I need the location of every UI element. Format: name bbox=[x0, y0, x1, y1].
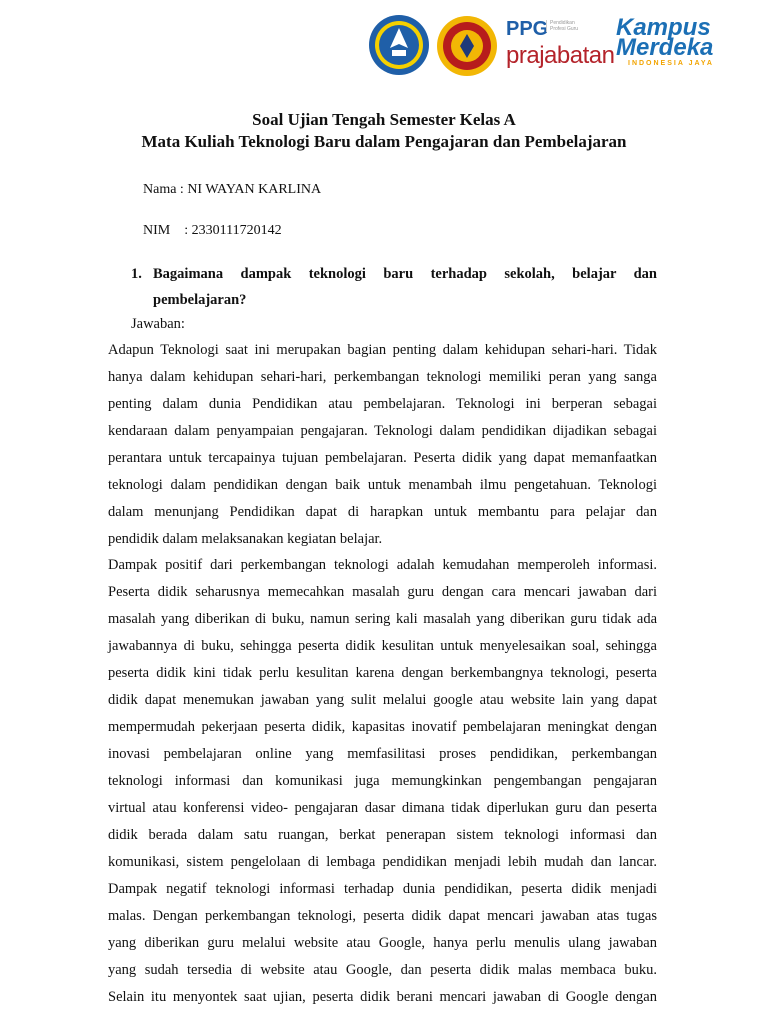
answer-line: dalam menunjang Pendidikan dapat di harapkan untuk membantu para pelajar dan bbox=[108, 504, 657, 520]
answer-line: yang sudah tersedia di website atau Google, dan peserta didik malas membaca buku. bbox=[108, 962, 657, 978]
kampus-text: Kampus bbox=[616, 14, 711, 41]
answer-line: didik dapat menemukan jawaban yang sulit melalui google atau website lain yang dapat bbox=[108, 692, 657, 708]
answer-line: masalah yang diberikan di buku, namun sering kali masalah yang diberikan guru tidak ada bbox=[108, 611, 657, 627]
question-number: 1. bbox=[131, 266, 142, 282]
exam-title: Soal Ujian Tengah Semester Kelas A bbox=[252, 110, 516, 129]
answer-line: jawabannya di buku, sehingga peserta didik kesulitan untuk menyelesaikan soal, sehingga bbox=[108, 638, 657, 654]
student-nim: NIM : 2330111720142 bbox=[143, 223, 282, 238]
question-text-line: Bagaimana dampak teknologi baru terhadap sekolah, belajar dan bbox=[153, 266, 657, 282]
answer-line: mempermudah pekerjaan peserta didik, kapasitas inovatif pembelajaran meningkat dengan bbox=[108, 719, 657, 735]
answer-line: Selain itu menyontek saat ujian, peserta didik berani mencari jawaban di Google dengan bbox=[108, 989, 657, 1005]
answer-line: inovasi pembelajaran online yang memfasilitasi proses pendidikan, perkembangan bbox=[108, 746, 657, 762]
ppg-small-text: Pendidikan Profesi Guru bbox=[546, 20, 590, 32]
answer-line: perantara untuk tercapainya tujuan pembelajaran. Peserta didik yang dapat memanfaatkan bbox=[108, 450, 657, 466]
answer-line: kendaraan dalam penyampaian pengajaran. Teknologi dalam pendidikan dijadikan sebagai bbox=[108, 423, 657, 439]
answer-line: peserta didik kini tidak perlu kesulitan karena dengan berkembangnya teknologi, peserta bbox=[108, 665, 657, 681]
tut-wuri-handayani-logo bbox=[368, 14, 430, 76]
answer-line: Peserta didik seharusnya memecahkan masalah guru dengan cara mencari jawaban dari bbox=[108, 584, 657, 600]
answer-line: penting dalam dunia Pendidikan atau pembelajaran. Teknologi ini berperan sebagai bbox=[108, 396, 657, 412]
header-logos bbox=[368, 10, 748, 80]
answer-line: hanya dalam kehidupan sehari-hari, perkembangan teknologi memiliki peran yang sanga bbox=[108, 369, 657, 385]
university-seal-logo bbox=[436, 14, 498, 78]
answer-label: Jawaban: bbox=[131, 316, 185, 332]
answer-line: teknologi dalam pendidikan dengan baik untuk menambah ilmu pengetahuan. Teknologi bbox=[108, 477, 657, 493]
prajabatan-text: prajabatan bbox=[506, 42, 615, 69]
answer-line: virtual atau konferensi video- pengajaran dasar dimana tidak diperlukan guru dan peserta bbox=[108, 800, 657, 816]
answer-line: Adapun Teknologi saat ini merupakan bagian penting dalam kehidupan sehari-hari. Tidak bbox=[108, 342, 657, 358]
answer-line: yang diberikan guru melalui website atau Google, hanya perlu menulis ulang jawaban bbox=[108, 935, 657, 951]
student-name: Nama : NI WAYAN KARLINA bbox=[143, 182, 322, 197]
ppg-text: PPG bbox=[506, 18, 549, 40]
ppg-prajabatan-logo bbox=[506, 18, 616, 78]
answer-line: teknologi informasi dan komunikasi juga memungkinkan pengembangan pengajaran bbox=[108, 773, 657, 789]
answer-line: malas. Dengan perkembangan teknologi, peserta didik dapat mencari jawaban atas tugas bbox=[108, 908, 657, 924]
answer-line: Dampak positif dari perkembangan teknologi adalah kemudahan memperoleh informasi. bbox=[108, 557, 657, 573]
answer-line: komunikasi, sistem pengelolaan di lembaga pendidikan menjadi lebih mudah dan lancar. bbox=[108, 854, 657, 870]
question-text-line: pembelajaran? bbox=[153, 292, 247, 308]
course-title: Mata Kuliah Teknologi Baru dalam Pengajaran dan Pembelajaran bbox=[141, 132, 627, 151]
answer-line: didik berada dalam satu ruangan, berkat penerapan sistem teknologi informasi dan bbox=[108, 827, 657, 843]
indonesia-jaya-text: INDONESIA JAYA bbox=[628, 60, 714, 67]
merdeka-text: Merdeka bbox=[616, 34, 714, 61]
answer-line: Dampak negatif teknologi informasi terhadap dunia pendidikan, peserta didik menjadi bbox=[108, 881, 657, 897]
answer-line: pendidik dalam melaksanakan kegiatan belajar. bbox=[108, 531, 383, 547]
kampus-merdeka-logo bbox=[616, 16, 746, 76]
